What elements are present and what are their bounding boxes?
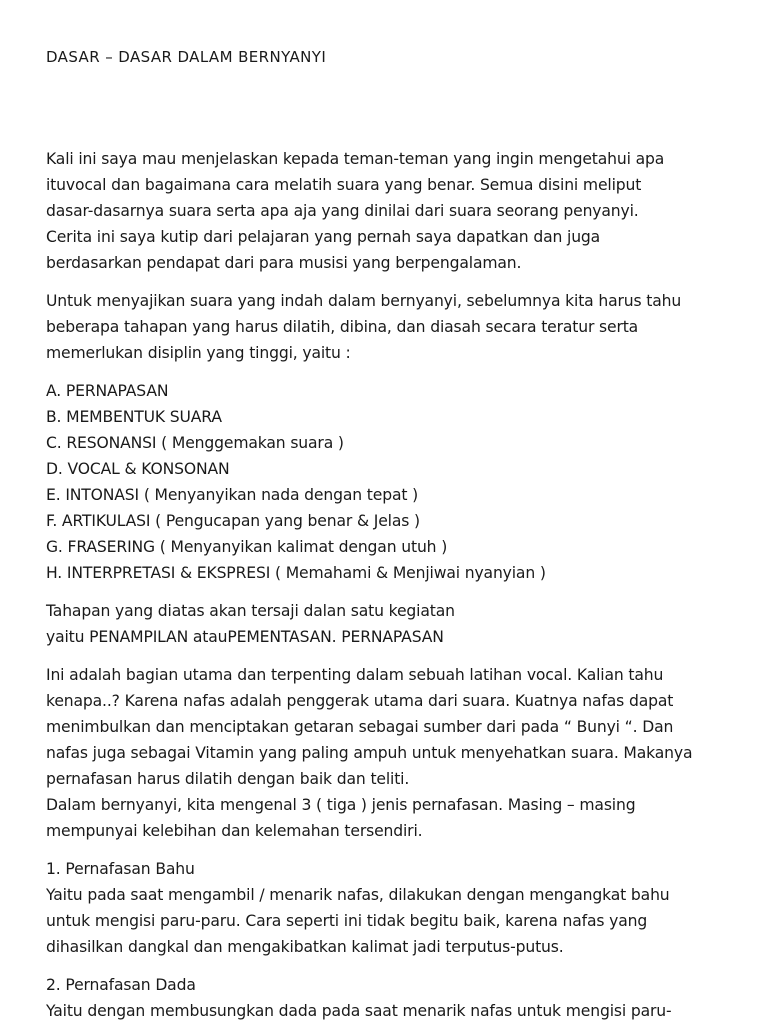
text-line: Cerita ini saya kutip dari pelajaran yang pernah saya dapatkan dan juga: [46, 228, 601, 246]
paragraph-chest-breathing: [46, 972, 726, 1024]
text-line: Ini adalah bagian utama dan terpenting dalam sebuah latihan vocal. Kalian tahu: [46, 666, 664, 684]
paragraph-stages-summary: [46, 598, 726, 650]
text-line: memerlukan disiplin yang tinggi, yaitu :: [46, 344, 351, 362]
text-line: ituvocal dan bagaimana cara melatih suara yang benar. Semua disini meliput: [46, 176, 642, 194]
document-title: DASAR – DASAR DALAM BERNYANYI: [46, 48, 327, 66]
document-page: [46, 46, 726, 1036]
list-item: H. INTERPRETASI & EKSPRESI ( Memahami & Menjiwai nyanyian ): [46, 564, 546, 582]
text-line: kenapa..? Karena nafas adalah penggerak utama dari suara. Kuatnya nafas dapat: [46, 692, 674, 710]
text-line: Yaitu pada saat mengambil / menarik nafas, dilakukan dengan mengangkat bahu: [46, 886, 670, 904]
list-item: C. RESONANSI ( Menggemakan suara ): [46, 434, 344, 452]
text-line: Kali ini saya mau menjelaskan kepada teman-teman yang ingin mengetahui apa: [46, 150, 665, 168]
list-item: F. ARTIKULASI ( Pengucapan yang benar & Jelas ): [46, 512, 420, 530]
list-item: A. PERNAPASAN: [46, 382, 169, 400]
paragraph-shoulder-breathing: [46, 856, 726, 960]
paragraph-breathing: [46, 662, 726, 844]
text-line: Untuk menyajikan suara yang indah dalam bernyanyi, sebelumnya kita harus tahu: [46, 292, 682, 310]
paragraph-intro: [46, 146, 726, 276]
stages-list: [46, 378, 726, 586]
text-line: berdasarkan pendapat dari para musisi yang berpengalaman.: [46, 254, 522, 272]
text-line: yaitu PENAMPILAN atauPEMENTASAN. PERNAPASAN: [46, 628, 444, 646]
text-line: Tahapan yang diatas akan tersaji dalan satu kegiatan: [46, 602, 455, 620]
section-heading: 1. Pernafasan Bahu: [46, 860, 195, 878]
text-line: nafas juga sebagai Vitamin yang paling ampuh untuk menyehatkan suara. Makanya: [46, 744, 693, 762]
list-item: G. FRASERING ( Menyanyikan kalimat dengan utuh ): [46, 538, 448, 556]
text-line: pernafasan harus dilatih dengan baik dan teliti.: [46, 770, 410, 788]
text-line: dasar-dasarnya suara serta apa aja yang dinilai dari suara seorang penyanyi.: [46, 202, 639, 220]
text-line: menimbulkan dan menciptakan getaran sebagai sumber dari pada “ Bunyi “. Dan: [46, 718, 674, 736]
text-line: mempunyai kelebihan dan kelemahan tersendiri.: [46, 822, 423, 840]
list-item: B. MEMBENTUK SUARA: [46, 408, 222, 426]
list-item: D. VOCAL & KONSONAN: [46, 460, 230, 478]
text-line: Yaitu dengan membusungkan dada pada saat menarik nafas untuk mengisi paru-: [46, 1002, 672, 1020]
section-heading: 2. Pernafasan Dada: [46, 976, 196, 994]
paragraph-stages-intro: [46, 288, 726, 366]
list-item: E. INTONASI ( Menyanyikan nada dengan tepat ): [46, 486, 419, 504]
text-line: dihasilkan dangkal dan mengakibatkan kalimat jadi terputus-putus.: [46, 938, 564, 956]
text-line: beberapa tahapan yang harus dilatih, dibina, dan diasah secara teratur serta: [46, 318, 639, 336]
text-line: Dalam bernyanyi, kita mengenal 3 ( tiga ) jenis pernafasan. Masing – masing: [46, 796, 636, 814]
text-line: untuk mengisi paru-paru. Cara seperti ini tidak begitu baik, karena nafas yang: [46, 912, 648, 930]
